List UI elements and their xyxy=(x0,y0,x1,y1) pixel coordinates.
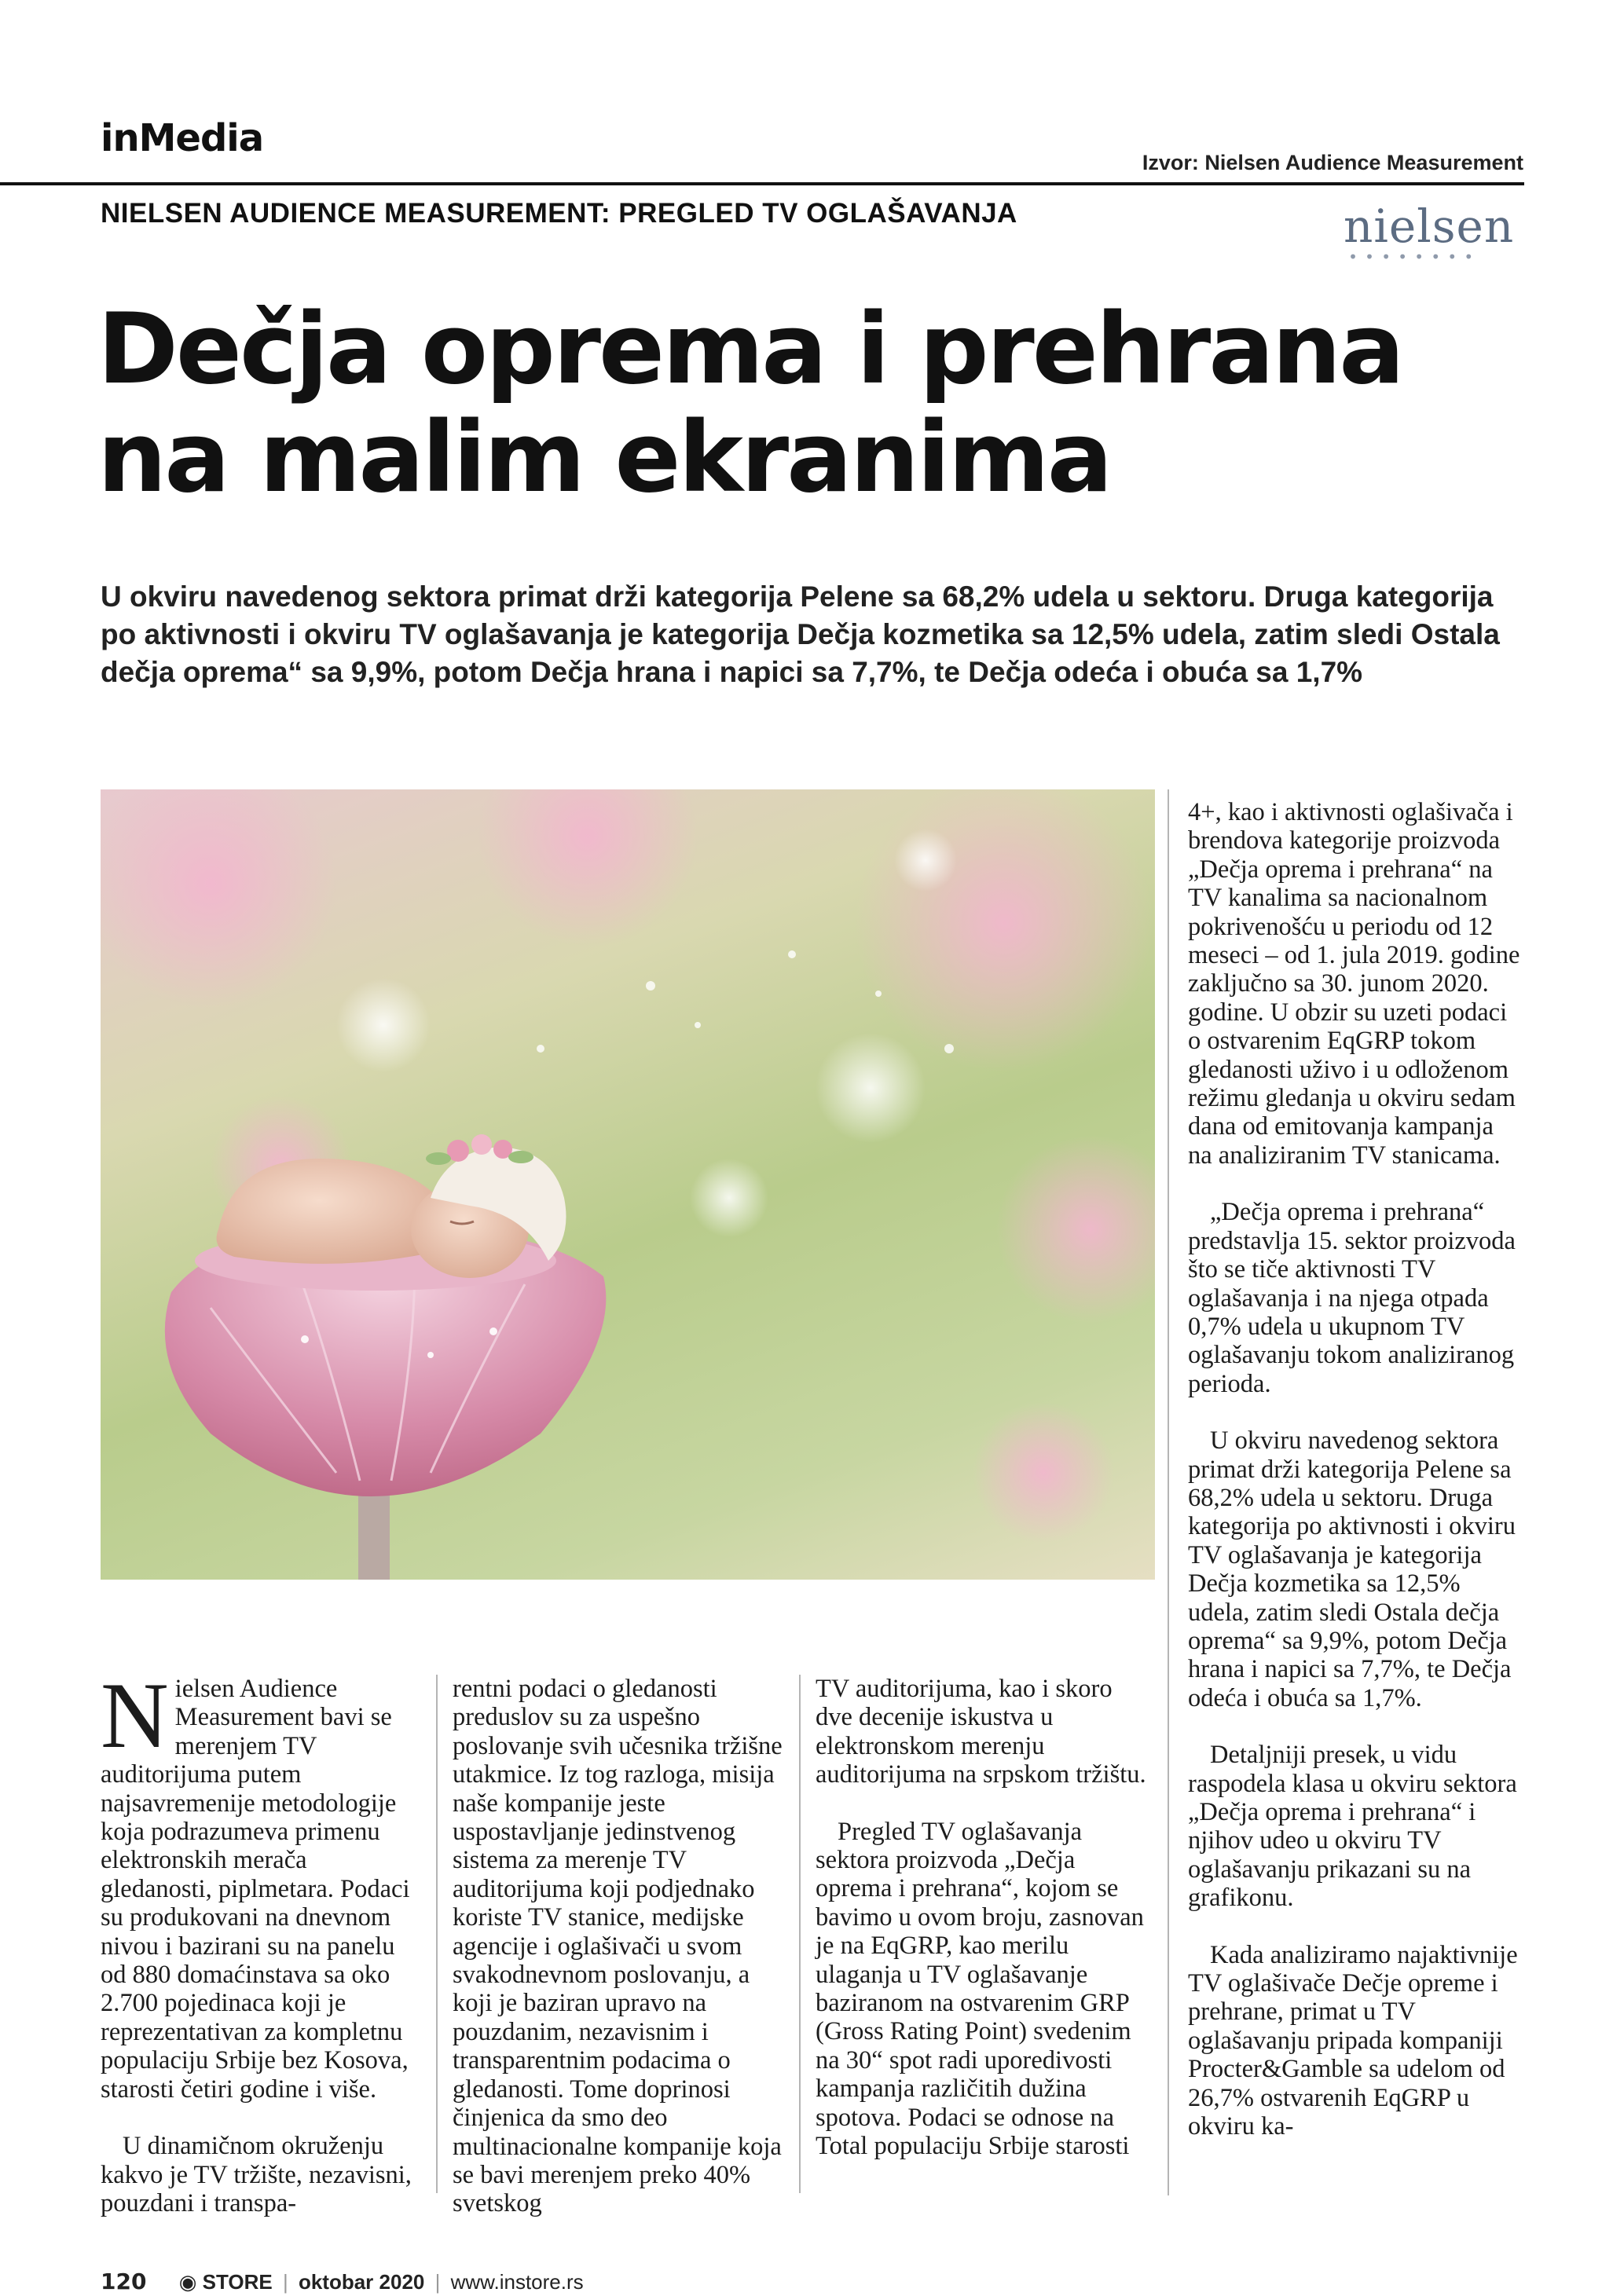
paragraph: Detaljniji presek, u vidu raspodela klasa u okviru sektora „Dečja oprema i prehrana“ i njihov udeo u okviru TV oglašavanju prikazani su na grafikonu. xyxy=(1188,1741,1517,1913)
header-rule xyxy=(0,182,1524,185)
website-link[interactable]: www.instore.rs xyxy=(450,2270,584,2294)
paragraph: „Dečja oprema i prehrana“ predstavlja 15. sektor proizvoda što se tiče aktivnosti TV oglašavanja i na njega otpada 0,7% udela u ukupnom TV oglašavanju tokom analiziranog perioda. xyxy=(1188,1198,1516,1398)
paragraph: U dinamičnom okruženju kakvo je TV tržište, nezavisni, pouzdani i transpa- xyxy=(101,2132,412,2217)
body-column-2 xyxy=(453,1675,783,2218)
paragraph-text: ielsen Audience Measurement bavi se merenjem TV auditorijuma putem najsavremenije metodologije koja podrazumeva primenu elektronskih merača gledanosti, piplmetara. Podaci su produkovani na dnevnom nivou i bazirani su na panelu od 880 domaćinstava sa oko 2.700 pojedinaca koji je reprezentativan za kompletnu populaciju Srbije bez Kosova, starosti četiri godine i više. xyxy=(101,1675,410,2104)
body-column-4 xyxy=(1188,798,1521,2140)
paragraph: TV auditorijuma, kao i skoro dve decenije iskustva u elektronskom merenju auditorijuma na srpskom tržištu. xyxy=(816,1675,1146,1789)
paragraph xyxy=(101,1663,420,2104)
paragraph: Pregled TV oglašavanja sektora proizvoda „Dečja oprema i prehrana“, kojom se bavimo u ovom broju, zasnovan je na EqGRP, kao merilu ulaganja u TV oglašavanje baziranom na ostvarenim GRP (Gross Rating Point) svedenim na 30“ spot radi uporedivosti kampanja različitih dužina spotova. Podaci se odnose na Total populaciju Srbije starosti xyxy=(816,1817,1144,2161)
body-column-1 xyxy=(101,1663,420,2217)
paragraph: 4+, kao i aktivnosti oglašivača i brendova kategorije proizvoda „Dečja oprema i prehrana“ na TV kanalima sa nacionalnom pokrivenošću u periodu od 12 meseci – od 1. jula 2019. godine zaključno sa 30. junom 2020. godine. U obzir su uzeti podaci o ostvarenim EqGRP tokom gledanosti uživo i u odloženom režimu gledanja u okviru sedam dana od emitovanja kampanja na analiziranim TV stanicama. xyxy=(1188,798,1520,1170)
headline-line-2: na malim ekranima xyxy=(97,401,1111,514)
circle-logo-icon: ◉ xyxy=(178,2270,197,2294)
logo-dots: •••••••• xyxy=(1348,247,1481,266)
headline xyxy=(97,295,1527,512)
logo-wordmark: nielsen xyxy=(1344,200,1515,253)
lead-paragraph: U okviru navedenog sektora primat drži kategorija Pelene sa 68,2% udela u sektoru. Druga kategorija po aktivnosti i okviru TV oglašavanja je kategorija Dečja kozmetika sa 12,5% udela, zatim sledi Ostala dečja oprema“ sa 9,9%, potom Dečja hrana i napici sa 7,7%, te Dečja odeća i obuća sa 1,7% xyxy=(101,580,1500,688)
photo-illustration xyxy=(101,789,1155,1580)
brand-name: STORE xyxy=(202,2270,273,2294)
section-label: inMedia xyxy=(101,116,264,160)
column-divider-2 xyxy=(799,1675,801,2193)
body-column-3 xyxy=(816,1675,1155,2161)
column-divider-1 xyxy=(436,1675,438,2193)
page-number: 120 xyxy=(101,2269,147,2294)
issue-date: oktobar 2020 xyxy=(298,2270,425,2294)
nielsen-logo xyxy=(1344,200,1524,266)
paragraph: rentni podaci o gledanosti preduslov su za uspešno poslovanje svih učesnika tržišne utakmice. Iz tog razloga, misija naše kompanije jeste uspostavljanje jedinstvenog sistema za merenje TV auditorijuma koji podjednako koriste TV stanice, medijske agencije i oglašivači u svom svakodnevnom poslovanju, a koji je baziran upravo na pouzdanim, nezavisnim i transparentnim podacima o gledanosti. Tome doprinosi činjenica da smo deo multinacionalne kompanije koja se bavi merenjem preko 40% svetskog xyxy=(453,1675,783,2218)
drop-cap: N xyxy=(101,1663,169,1767)
baby-on-flower-photo xyxy=(101,789,1155,1580)
page-footer xyxy=(101,2269,584,2294)
source-credit: Izvor: Nielsen Audience Measurement xyxy=(1142,151,1523,174)
paragraph: Kada analiziramo najaktivnije TV oglašivače Dečje opreme i prehrane, primat u TV oglašavanju pripada kompaniji Procter&Gamble sa udelom od 26,7% ostvarenih EqGRP u okviru ka- xyxy=(1188,1940,1518,2141)
footer-separator: | xyxy=(282,2270,288,2294)
sidebar-divider xyxy=(1168,789,1169,2195)
headline-line-1: Dečja oprema i prehrana xyxy=(97,293,1402,406)
footer-separator: | xyxy=(434,2270,441,2294)
kicker: NIELSEN AUDIENCE MEASUREMENT: PREGLED TV OGLAŠAVANJA xyxy=(101,198,1017,229)
paragraph: U okviru navedenog sektora primat drži kategorija Pelene sa 68,2% udela u sektoru. Druga kategorija po aktivnosti i okviru TV oglašavanja je kategorija Dečja kozmetika sa 12,5% udela, zatim sledi Ostala dečja oprema“ sa 9,9%, potom Dečja hrana i napici sa 7,7%, te Dečja odeća i obuća sa 1,7%. xyxy=(1188,1426,1516,1712)
